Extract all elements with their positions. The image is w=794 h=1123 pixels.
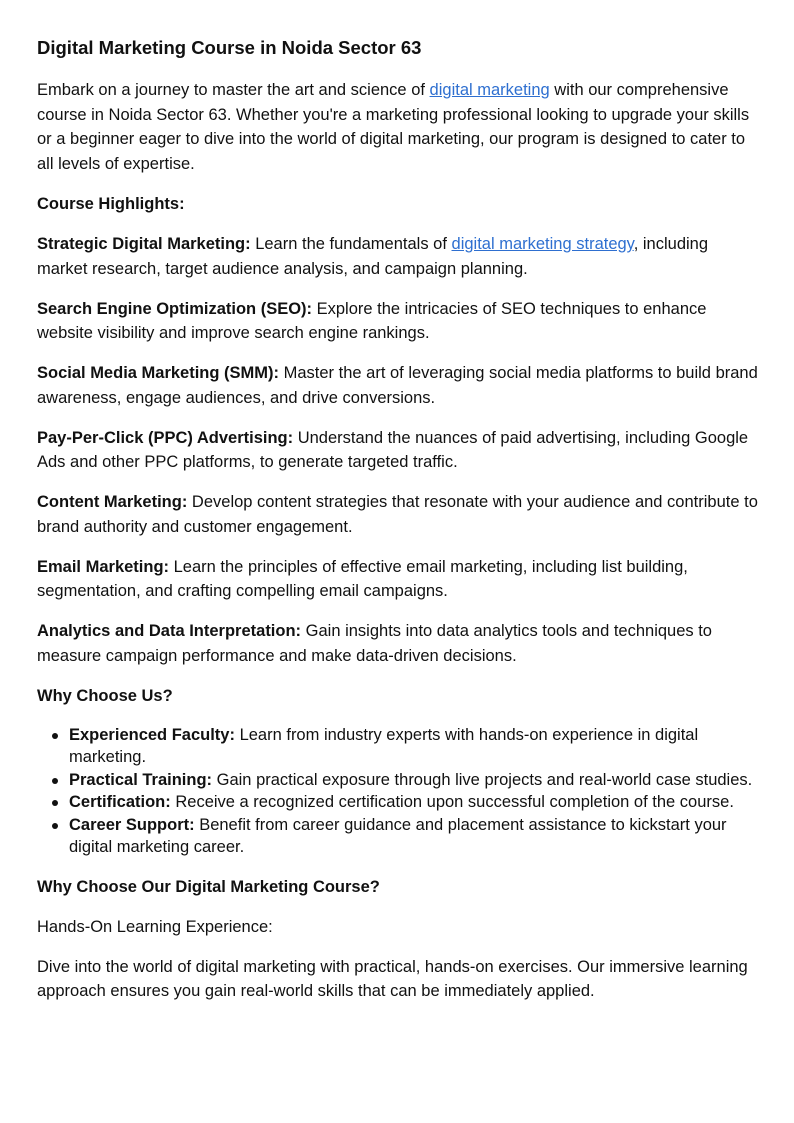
highlight-term: Content Marketing:: [37, 493, 188, 511]
highlight-term: Pay-Per-Click (PPC) Advertising:: [37, 428, 294, 447]
intro-text-end: with our comprehensive course in Noida Sector 63. Whether you're a marketing professional looking to upgrade your skills or a beginner eager to dive into the world of digital marketing, our program is designed to cater to all levels of expertise.: [37, 81, 750, 173]
highlight-text: Understand the nuances of paid advertising, including Google Ads and other PPC platforms, to generate targeted traffic.: [37, 428, 749, 471]
digital-marketing-link[interactable]: digital marketing: [429, 81, 550, 99]
list-item: [69, 769, 758, 792]
intro-text-start: Embark on a journey to master the art and science of: [37, 81, 430, 99]
list-item: [69, 791, 758, 814]
highlight-term: Social Media Marketing (SMM):: [37, 364, 280, 382]
hands-on-paragraph: Dive into the world of digital marketing with practical, hands-on exercises. Our immersive learning approach ensures you gain real-world skills that can be immediately applied.: [37, 957, 748, 1000]
page-title: Digital Marketing Course in Noida Sector 63: [37, 37, 422, 58]
list-item-text: Learn from industry experts with hands-on experience in digital marketing.: [69, 725, 699, 766]
list-item: [69, 814, 758, 859]
list-item: [69, 724, 758, 769]
highlight-term: Analytics and Data Interpretation:: [37, 622, 302, 640]
hands-on-heading: Hands-On Learning Experience:: [37, 917, 273, 936]
highlight-content: [37, 490, 758, 539]
list-item-text: Gain practical exposure through live projects and real-world case studies.: [212, 770, 753, 789]
highlight-analytics: [37, 619, 758, 668]
digital-marketing-strategy-link[interactable]: digital marketing strategy: [451, 235, 634, 253]
bullet-icon: [52, 778, 58, 784]
highlight-email: [37, 555, 758, 604]
highlight-text: Gain insights into data analytics tools and techniques to measure campaign performance and make data-driven decisions.: [37, 622, 712, 665]
intro-paragraph: [37, 78, 758, 176]
highlight-text-start: Learn the fundamentals of: [250, 235, 452, 253]
why-choose-course-heading: Why Choose Our Digital Marketing Course?: [37, 877, 380, 896]
highlight-term: Email Marketing:: [37, 557, 170, 576]
highlight-term: Strategic Digital Marketing:: [37, 235, 251, 253]
bullet-icon: [52, 733, 58, 739]
highlight-text: Develop content strategies that resonate with your audience and contribute to brand authority and customer engagement.: [37, 493, 758, 536]
highlight-text: Learn the principles of effective email marketing, including list building, segmentation, and crafting compelling email campaigns.: [37, 557, 688, 600]
list-item-text: Benefit from career guidance and placement assistance to kickstart your digital marketing career.: [69, 815, 727, 856]
why-choose-us-heading: Why Choose Us?: [37, 686, 173, 705]
highlight-seo: [37, 297, 758, 346]
bullet-icon: [52, 800, 58, 806]
list-item-term: Practical Training:: [69, 770, 213, 789]
why-choose-us-list: [37, 724, 758, 859]
course-highlights-heading: Course Highlights:: [37, 195, 185, 213]
list-item-term: Experienced Faculty:: [69, 725, 235, 744]
list-item-term: Career Support:: [69, 815, 195, 834]
highlight-term: Search Engine Optimization (SEO):: [37, 299, 313, 318]
highlight-strategic: [37, 232, 758, 281]
highlight-ppc: [37, 426, 758, 475]
highlight-text: Master the art of leveraging social media platforms to build brand awareness, engage audiences, and drive conversions.: [37, 364, 758, 407]
bullet-icon: [52, 823, 58, 829]
highlight-text: Explore the intricacies of SEO techniques to enhance website visibility and improve search engine rankings.: [37, 299, 707, 342]
highlight-text-end: , including market research, target audience analysis, and campaign planning.: [37, 235, 709, 278]
list-item-term: Certification:: [69, 793, 171, 811]
list-item-text: Receive a recognized certification upon successful completion of the course.: [170, 793, 734, 811]
highlight-smm: [37, 361, 758, 410]
